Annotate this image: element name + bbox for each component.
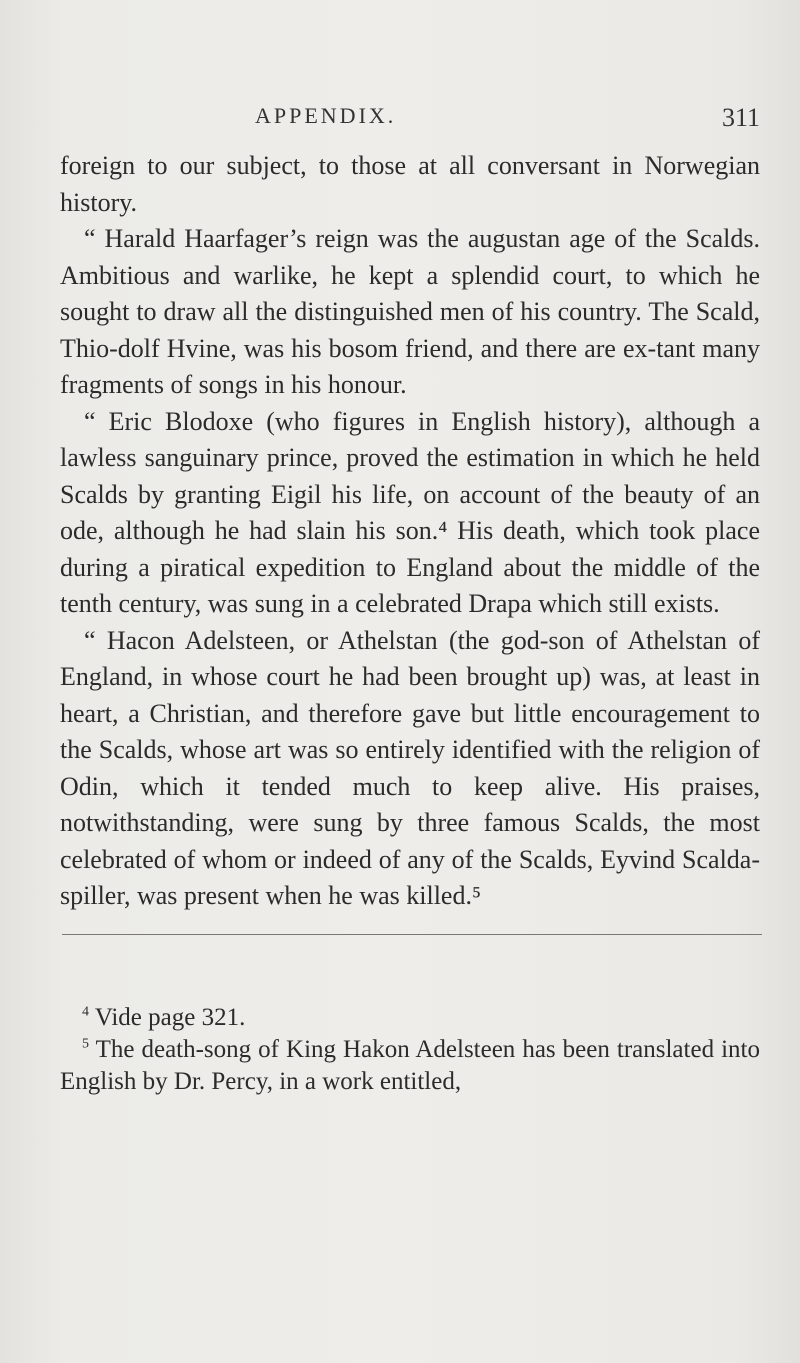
paragraph-hacon-adelsteen: “ Hacon Adelsteen, or Athelstan (the god-son of Athelstan of England, in whose court he had been brought up) was, at least in heart, a Christian, and therefore gave but little encouragement to the Scalds, whose art was so entirely identified with the religion of Odin, which it tended much to keep alive. His praises, notwithstanding, were sung by three famous Scalds, the most celebrated of whom or indeed of any of the Scalds, Eyvind Scalda-spiller, was present when he was killed.⁵: [60, 625, 760, 910]
paragraph-harald-haarfager: “ Harald Haarfager’s reign was the augustan age of the Scalds. Ambitious and warlike, he kept a splendid court, to which he sought to draw all the distinguished men of his country. The Scald, Thio-dolf Hvine, was his bosom friend, and there are ex-tant many fragments of songs in his honour.: [60, 224, 760, 399]
footnote-5: [60, 1034, 760, 1098]
footnote-text: The death-song of King Hakon Adelsteen has been translated into English by Dr. Percy, in a work entitled,: [60, 1036, 760, 1095]
page-number: 311: [721, 103, 760, 132]
footnote-divider: [62, 934, 762, 935]
footnotes: [60, 1002, 760, 1098]
running-title: APPENDIX.: [255, 103, 397, 128]
footnote-text: Vide page 321.: [94, 1004, 246, 1031]
paragraph-continuation: foreign to our subject, to those at all conversant in Norwegian history.: [60, 151, 760, 217]
body-text: [60, 148, 760, 915]
paragraph-eric-blodoxe: “ Eric Blodoxe (who figures in English history), although a lawless sanguinary prince, proved the estimation in which he held Scalds by granting Eigil his life, on account of the beauty of an ode, although he had slain his son.⁴ His death, which took place during a piratical expedition to England about the middle of the tenth century, was sung in a celebrated Drapa which still exists.: [60, 406, 760, 618]
footnote-4: [60, 1002, 760, 1034]
running-head: [60, 103, 760, 143]
footnote-mark: 4: [82, 1004, 89, 1020]
footnote-mark: 5: [82, 1036, 89, 1052]
